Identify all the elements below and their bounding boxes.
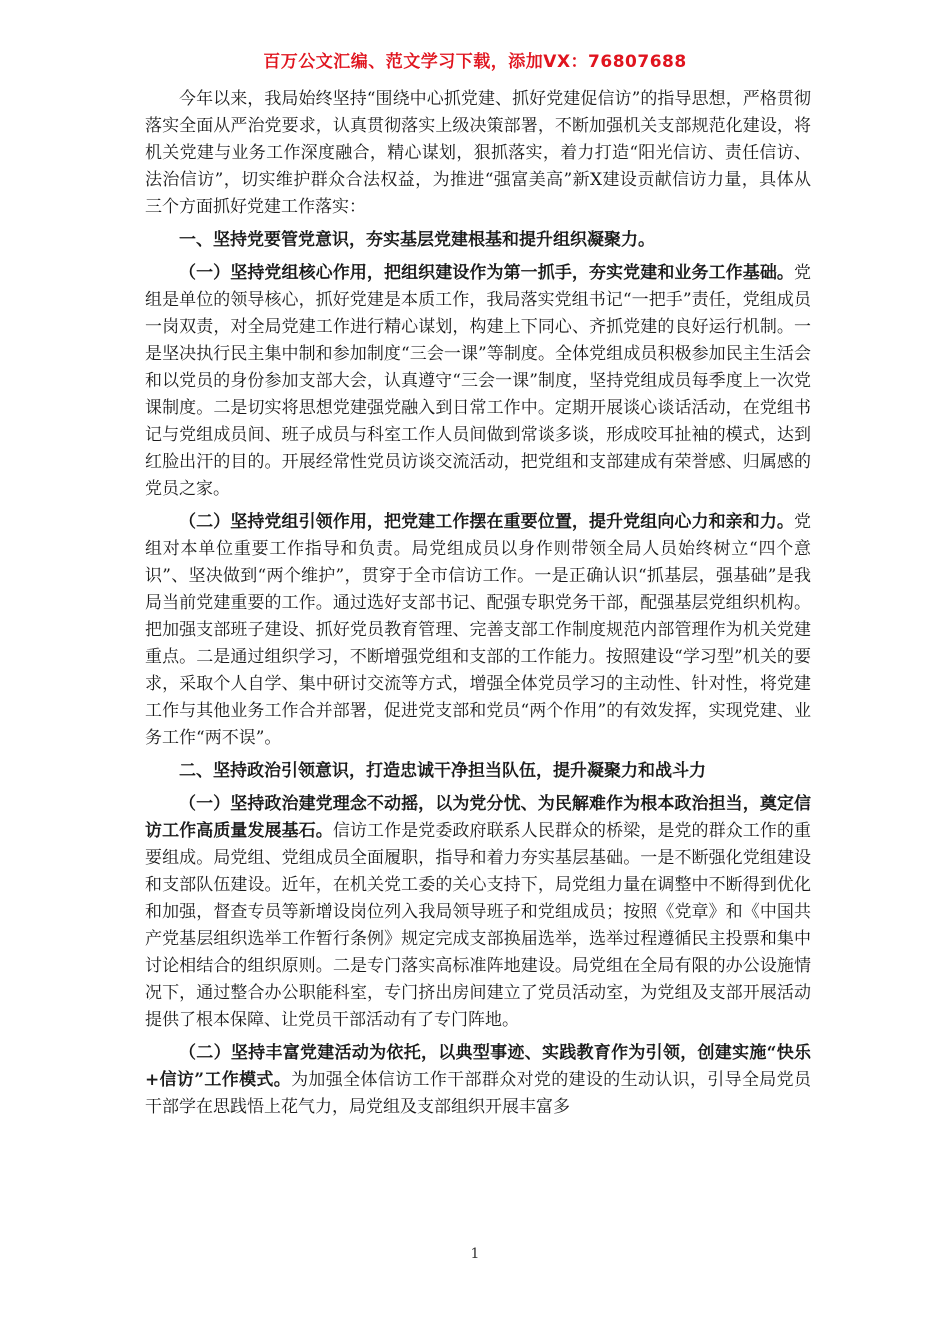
- page-number: 1: [470, 1246, 480, 1262]
- section-1-paragraph-2: [145, 509, 811, 752]
- section-1-paragraph-1: [145, 260, 811, 503]
- section-2-paragraph-1-text: 信访工作是党委政府联系人民群众的桥梁，是党的群众工作的重要组成。局党组、党组成员全面履职，指导和着力夯实基层基础。一是不断强化党组建设和支部队伍建设。近年，在机关党工委的关心支持下，局党组力量在调整中不断得到优化和加强，督查专员等新增设岗位列入我局领导班子和党组成员；按照《党章》和《中国共产党基层组织选举工作暂行条例》规定完成支部换届选举，选举过程遵循民主投票和集中讨论相结合的组织原则。二是专门落实高标准阵地建设。局党组在全局有限的办公设施情况下，通过整合办公职能科室，专门挤出房间建立了党员活动室，为党组及支部开展活动提供了根本保障、让党员干部活动有了专门阵地。: [145, 821, 812, 1030]
- intro-paragraph: 今年以来，我局始终坚持“围绕中心抓党建、抓好党建促信访”的指导思想，严格贯彻落实全面从严治党要求，认真贯彻落实上级决策部署，不断加强机关支部规范化建设，将机关党建与业务工作深度融合，精心谋划，狠抓落实，着力打造“阳光信访、责任信访、法治信访”，切实维护群众合法权益，为推进“强富美高”新X建设贡献信访力量，具体从三个方面抓好党建工作落实：: [145, 89, 811, 217]
- section-2-paragraph-2: [145, 1040, 811, 1121]
- section-1-paragraph-2-lead: （二）坚持党组引领作用，把党建工作摆在重要位置，提升党组向心力和亲和力。: [179, 512, 794, 532]
- section-2-heading: 二、坚持政治引领意识，打造忠诚干净担当队伍，提升凝聚力和战斗力: [179, 761, 706, 781]
- section-2-paragraph-2-text: 为加强全体信访工作干部群众对党的建设的生动认识，引导全局党员干部学在思践悟上花气力，局党组及支部组织开展丰富多: [145, 1070, 811, 1117]
- section-1-paragraph-2-text: 党组对本单位重要工作指导和负责。局党组成员以身作则带领全局人员始终树立“四个意识”、坚决做到“两个维护”，贯穿于全市信访工作。一是正确认识“抓基层，强基础”是我局当前党建重要的工作。通过选好支部书记、配强专职党务干部，配强基层党组织机构。把加强支部班子建设、抓好党员教育管理、完善支部工作制度规范内部管理作为机关党建重点。二是通过组织学习，不断增强党组和支部的工作能力。按照建设“学习型”机关的要求，采取个人自学、集中研讨交流等方式，增强全体党员学习的主动性、针对性，将党建工作与其他业务工作合并部署，促进党支部和党员“两个作用”的有效发挥，实现党建、业务工作“两不误”。: [145, 512, 811, 748]
- header-banner: 百万公文汇编、范文学习下载，添加VX：76807688: [263, 52, 687, 72]
- section-2-paragraph-2-lead: （二）坚持丰富党建活动为依托，以典型事迹、实践教育作为引领，创建实施“快乐+信访”工作模式。: [145, 1043, 811, 1090]
- section-2-paragraph-1-lead: （一）坚持政治建党理念不动摇，以为党分忧、为民解难作为根本政治担当，奠定信访工作高质量发展基石。: [145, 794, 811, 841]
- section-1-paragraph-1-lead: （一）坚持党组核心作用，把组织建设作为第一抓手，夯实党建和业务工作基础。: [179, 263, 794, 283]
- section-2-paragraph-1: [145, 791, 811, 1034]
- section-1-heading: 一、坚持党要管党意识，夯实基层党建根基和提升组织凝聚力。: [179, 230, 655, 250]
- document-body: [145, 86, 811, 1127]
- section-1-paragraph-1-text: 党组是单位的领导核心，抓好党建是本质工作，我局落实党组书记“一把手”责任，党组成员一岗双责，对全局党建工作进行精心谋划，构建上下同心、齐抓党建的良好运行机制。一是坚决执行民主集中制和参加制度“三会一课”等制度。全体党组成员积极参加民主生活会和以党员的身份参加支部大会，认真遵守“三会一课”制度，坚持党组成员每季度上一次党课制度。二是切实将思想党建强党融入到日常工作中。定期开展谈心谈话活动，在党组书记与党组成员间、班子成员与科室工作人员间做到常谈多谈，形成咬耳扯袖的模式，达到红脸出汗的目的。开展经常性党员访谈交流活动，把党组和支部建成有荣誉感、归属感的党员之家。: [145, 263, 811, 499]
